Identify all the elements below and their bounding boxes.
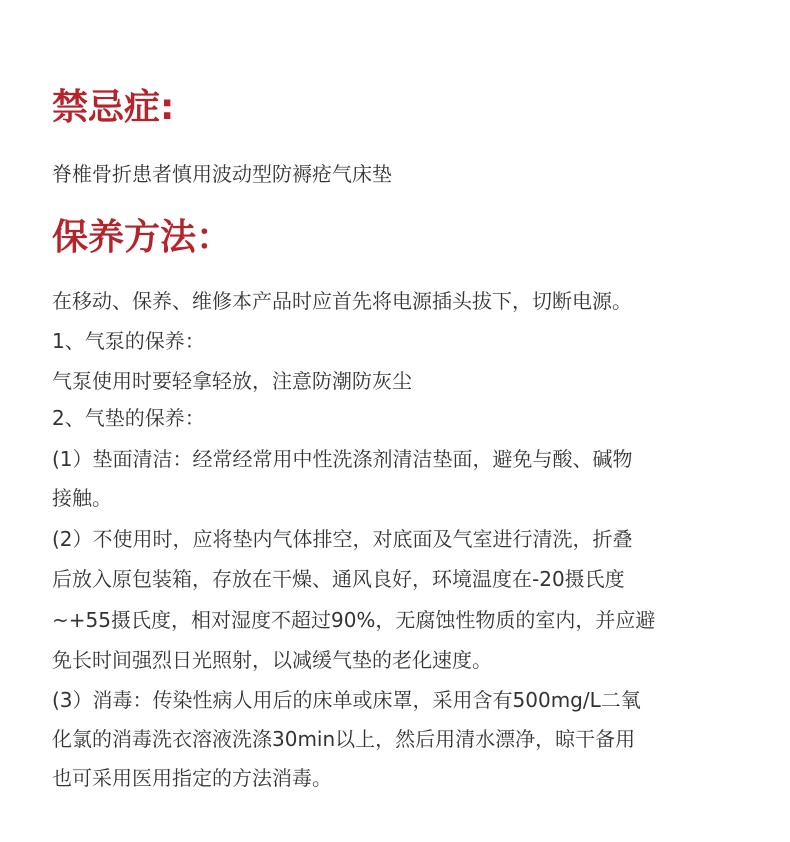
maintenance-line: 后放入原包装箱，存放在干燥、通风良好，环境温度在-20摄氏度: [52, 567, 625, 591]
contraindications-text: 脊椎骨折患者慎用波动型防褥疮气床垫: [52, 162, 392, 186]
contraindications-heading: 禁忌症:: [52, 87, 175, 128]
maintenance-line: (2）不使用时，应将垫内气体排空，对底面及气室进行清洗，折叠: [52, 527, 633, 551]
maintenance-line: 2、气垫的保养：: [52, 406, 205, 430]
maintenance-line: (1）垫面清洁：经常经常用中性洗涤剂清洁垫面，避免与酸、碱物: [52, 447, 633, 471]
maintenance-line: (3）消毒：传染性病人用后的床单或床罩，采用含有500mg/L二氧: [52, 688, 641, 712]
maintenance-line: 1、气泵的保养：: [52, 329, 205, 353]
maintenance-line: ~+55摄氏度，相对湿度不超过90%，无腐蚀性物质的室内，并应避: [52, 608, 656, 632]
maintenance-line: 也可采用医用指定的方法消毒。: [52, 766, 332, 790]
maintenance-line: 免长时间强烈日光照射，以减缓气垫的老化速度。: [52, 648, 492, 672]
maintenance-line: 在移动、保养、维修本产品时应首先将电源插头拔下，切断电源。: [52, 289, 632, 313]
maintenance-line: 气泵使用时要轻拿轻放，注意防潮防灰尘: [52, 369, 412, 393]
maintenance-line: 化氯的消毒洗衣溶液洗涤30min以上，然后用清水漂净，晾干备用: [52, 727, 636, 751]
maintenance-heading: 保养方法：: [52, 217, 233, 258]
maintenance-line: 接触。: [52, 486, 112, 510]
